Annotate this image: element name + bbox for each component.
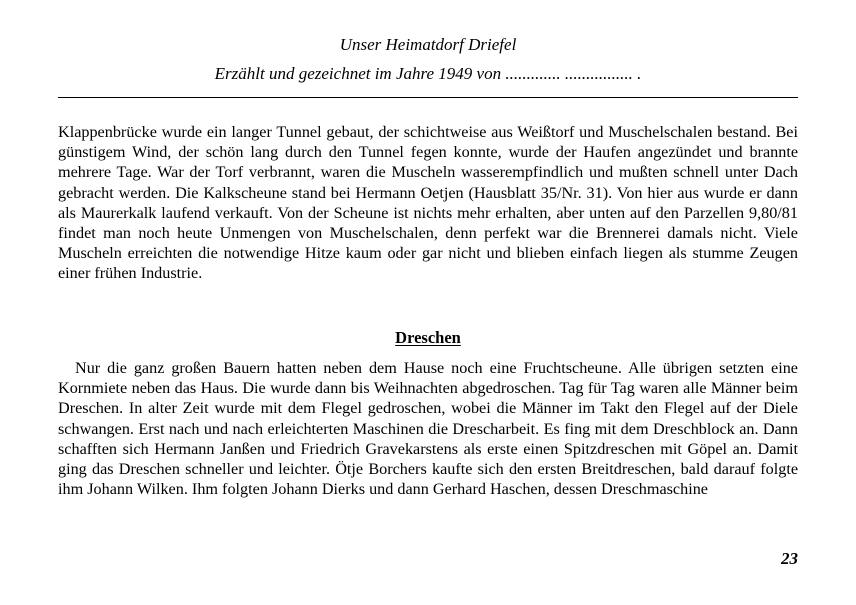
page-number: 23 (781, 549, 798, 568)
running-header-subtitle: Erzählt und gezeichnet im Jahre 1949 von ............. ................ . (214, 64, 642, 83)
running-header-title: Unser Heimatdorf Driefel (339, 35, 517, 54)
body-paragraph: Nur die ganz großen Bauern hatten neben dem Hause noch eine Fruchtscheune. Alle übrigen setzten eine Kornmiete neben das Haus. Die wurde dann bis Weihnachten abgedroschen. Tag für Tag waren alle Männer beim Dreschen. In alter Zeit wurde mit dem Flegel gedroschen, wobei die Männer im Takt den Flegel auf der Diele schwangen. Erst nach und nach erleichterten Maschinen die Drescharbeit. Es fing mit dem Dreschblock an. Dann schafften sich Hermann Janßen und Friedrich Gravekarstens als erste einen Spitzdreschen mit Göpel an. Damit ging das Dreschen schneller und leichter. Ötje Borchers kaufte sich den ersten Breitdreschen, bald darauf folgte ihm Johann Wilken. Ihm folgten Johann Dierks und dann Gerhard Haschen, dessen Dreschmaschine (58, 359, 798, 499)
section-heading: Dreschen (395, 328, 461, 347)
body-paragraph: Klappenbrücke wurde ein langer Tunnel gebaut, der schichtweise aus Weißtorf und Muschelschalen bestand. Bei günstigem Wind, der schön lang durch den Tunnel fegen konnte, wurde der Haufen angezündet und brannte mehrere Tage. War der Torf verbrannt, waren die Muscheln wasserempfindlich und mußten schnell unter Dach gebracht werden. Die Kalkscheune stand bei Hermann Oetjen (Hausblatt 35/Nr. 31). Von hier aus wurde er dann als Maurerkalk laufend verkauft. Von der Scheune ist nichts mehr erhalten, aber unten auf den Parzellen 9,80/81 findet man noch heute Unmengen von Muschelschalen, denn perfekt war die Brennerei damals nicht. Viele Muscheln erreichten die notwendige Hitze kaum oder gar nicht und blieben einfach liegen als stumme Zeugen einer frühen Industrie. (58, 123, 798, 283)
header-rule (58, 97, 798, 98)
